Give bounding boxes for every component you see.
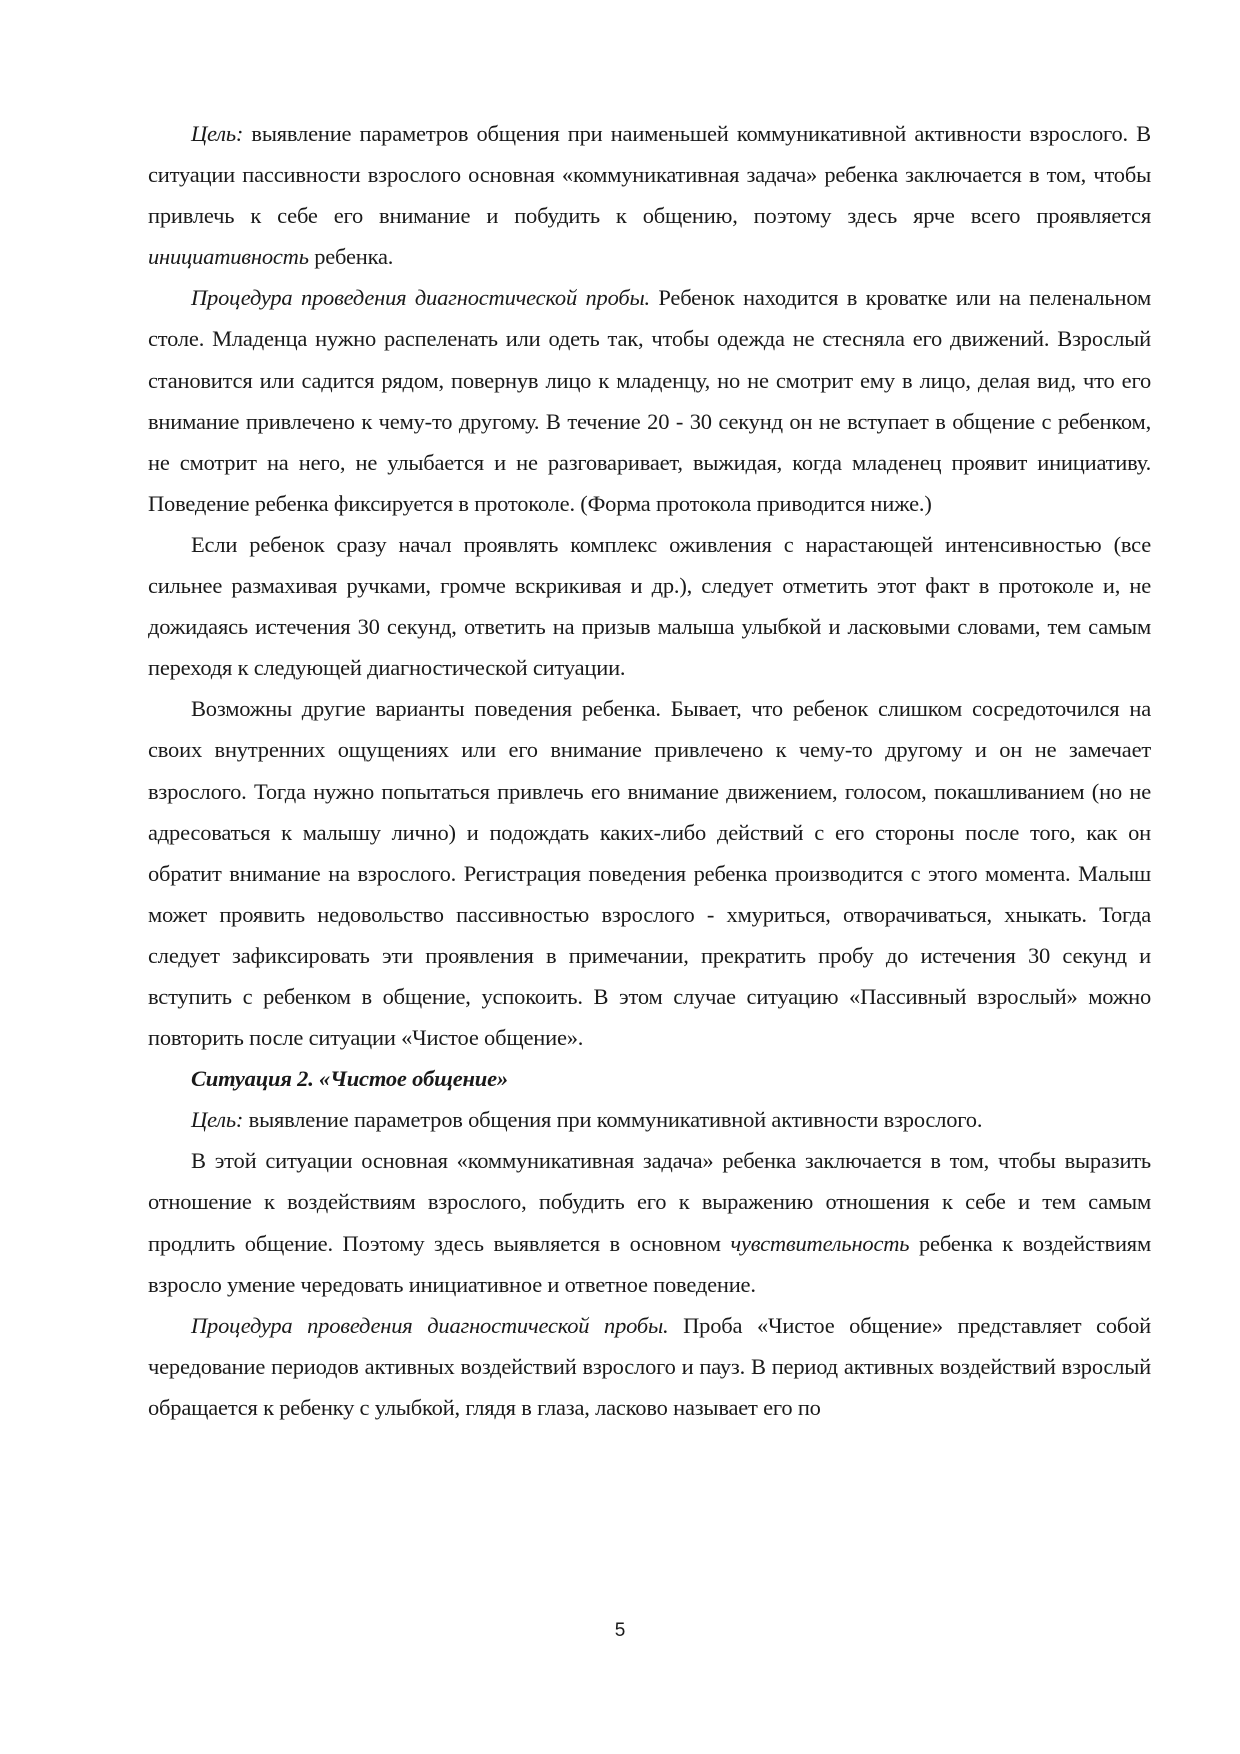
text: Ребенок находится в кроватке или на пеленальном столе. Младенца нужно распеленать или одеть так, чтобы одежда не стесняла его движений. Взрослый становится или садится рядом, повернув лицо к младенцу, но не смотрит ему в лицо, делая вид, что его внимание привлечено к чему-то другому. В течение 20 - 30 секунд он не вступает в общение с ребенком, не смотрит на него, не улыбается и не разговаривает, выжидая, когда младенец проявит инициативу. Поведение ребенка фиксируется в протоколе. (Форма протокола приводится ниже.)	[148, 285, 1151, 516]
paragraph: Если ребенок сразу начал проявлять комплекс оживления с нарастающей интенсивностью (все сильнее размахивая ручками, громче вскрикивая и др.), следует отметить этот факт в протоколе и, не дожидаясь истечения 30 секунд, ответить на призыв малыша улыбкой и ласковыми словами, тем самым переходя к следующей диагностической ситуации.	[148, 531, 1151, 681]
label-procedure: Процедура проведения диагностической пробы.	[191, 1312, 669, 1338]
paragraph: Возможны другие варианты поведения ребенка. Бывает, что ребенок слишком сосредоточился на своих внутренних ощущениях или его внимание привлечено к чему-то другому и он не замечает взрослого. Тогда нужно попытаться привлечь его внимание движением, голосом, покашливанием (но не адресоваться к малышу лично) и подождать каких-либо действий с его стороны после того, как он обратит внимание на взрослого. Регистрация поведения ребенка производится с этого момента. Малыш может проявить недовольство пассивностью взрослого - хмуриться, отворачиваться, хныкать. Тогда следует зафиксировать эти проявления в примечании, прекратить пробу до истечения 30 секунд и вступить с ребенком в общение, успокоить. В этом случае ситуацию «Пассивный взрослый» можно повторить после ситуации «Чистое общение».	[148, 696, 1151, 1051]
text: выявление параметров общения при коммуникативной активности взрослого.	[243, 1107, 983, 1133]
paragraph-goal-2	[148, 1099, 1151, 1140]
text: ребенка.	[308, 244, 394, 270]
label-goal: Цель:	[191, 1107, 244, 1133]
text: В этой ситуации основная «коммуникативная задача» ребенка заключается в том, чтобы выразить отношение к воздействиям взрослого, побудить его к выражению отношения к себе и тем самым продлить общение. Поэтому здесь выявляется в основном	[148, 1148, 1151, 1256]
paragraph-procedure-1	[148, 277, 1151, 524]
emphasis: инициативность	[148, 244, 309, 270]
paragraph	[148, 1140, 1151, 1304]
label-procedure: Процедура проведения диагностической пробы.	[191, 285, 650, 311]
label-goal: Цель:	[191, 121, 244, 146]
paragraph-goal-1	[148, 113, 1151, 277]
text: Проба «Чистое общение» представляет собой чередование периодов активных воздействий взрослого и пауз. В период активных воздействий взрослый обращается к ребенку с улыбкой, глядя в глаза, ласково называет его по	[148, 1312, 1151, 1420]
emphasis: чувствительность	[730, 1230, 910, 1256]
page-body	[148, 113, 1151, 1428]
section-heading: Ситуация 2. «Чистое общение»	[191, 1066, 508, 1092]
page-number: 5	[614, 1620, 626, 1641]
text: выявление параметров общения при наименьшей коммуникативной активности взрослого. В ситуации пассивности взрослого основная «коммуникативная задача» ребенка заключается в том, чтобы привлечь к себе его внимание и побудить к общению, поэтому здесь ярче всего проявляется	[148, 121, 1151, 229]
paragraph-procedure-2	[148, 1305, 1151, 1428]
text: ребенка к воздействиям взросло умение чередовать инициативное и ответное поведение.	[148, 1230, 1151, 1297]
